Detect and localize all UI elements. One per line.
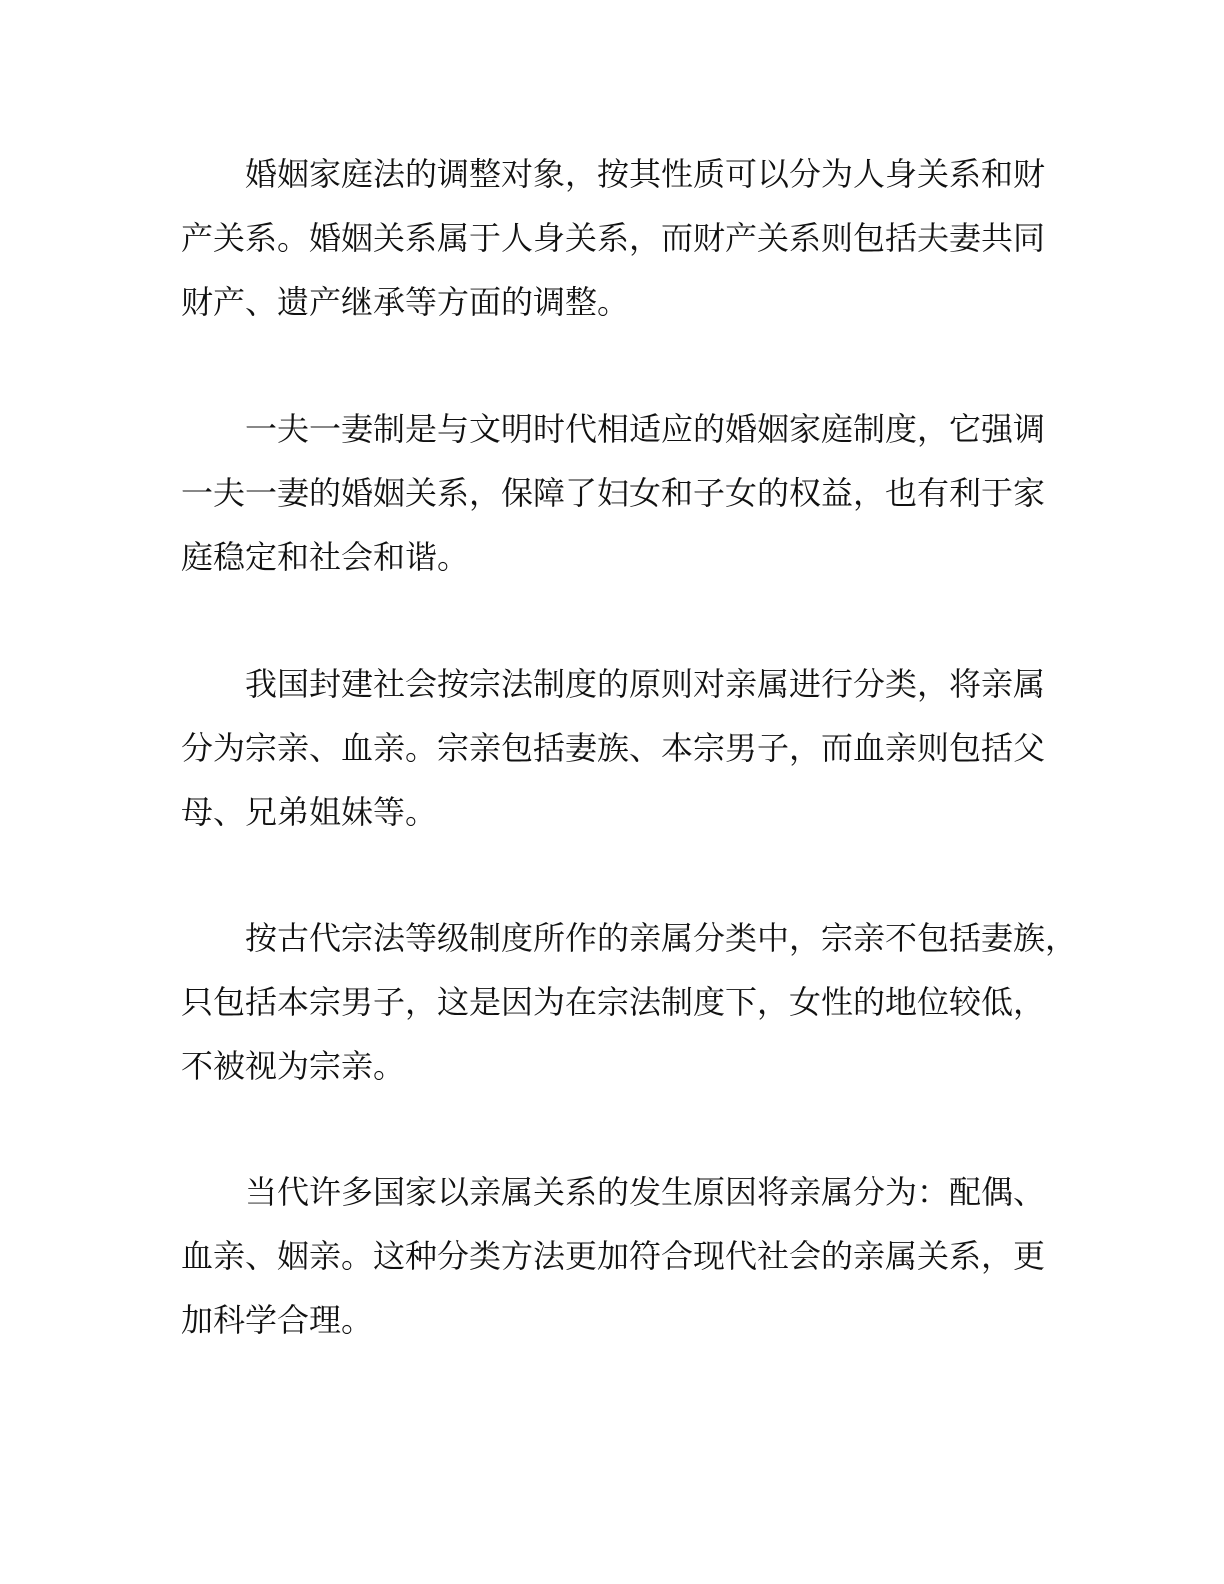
- paragraph-line: 一夫一妻的婚姻关系，保障了妇女和子女的权益，也有利于家: [181, 474, 1046, 512]
- paragraph-line: 婚姻家庭法的调整对象，按其性质可以分为人身关系和财: [245, 155, 1046, 193]
- paragraph-2: [181, 397, 1061, 589]
- paragraph-3: [181, 652, 1061, 844]
- paragraph-line: 只包括本宗男子，这是因为在宗法制度下，女性的地位较低，: [181, 983, 1046, 1021]
- paragraph-line: 庭稳定和社会和谐。: [181, 538, 470, 576]
- paragraph-line: 当代许多国家以亲属关系的发生原因将亲属分为：配偶、: [245, 1173, 1046, 1211]
- paragraph-line: 产关系。婚姻关系属于人身关系，而财产关系则包括夫妻共同: [181, 219, 1046, 257]
- paragraph-5: [181, 1160, 1061, 1352]
- paragraph-line: 母、兄弟姐妹等。: [181, 793, 438, 831]
- paragraph-line: 血亲、姻亲。这种分类方法更加符合现代社会的亲属关系，更: [181, 1237, 1046, 1275]
- paragraph-line: 财产、遗产继承等方面的调整。: [181, 283, 630, 321]
- paragraph-line: 加科学合理。: [181, 1301, 374, 1339]
- paragraph-line: 按古代宗法等级制度所作的亲属分类中，宗亲不包括妻族，: [245, 919, 1078, 957]
- paragraph-4: [181, 906, 1078, 1098]
- paragraph-1: [181, 142, 1061, 334]
- paragraph-line: 分为宗亲、血亲。宗亲包括妻族、本宗男子，而血亲则包括父: [181, 729, 1046, 767]
- paragraph-line: 我国封建社会按宗法制度的原则对亲属进行分类，将亲属: [245, 665, 1046, 703]
- paragraph-line: 不被视为宗亲。: [181, 1047, 406, 1085]
- paragraph-line: 一夫一妻制是与文明时代相适应的婚姻家庭制度，它强调: [245, 410, 1046, 448]
